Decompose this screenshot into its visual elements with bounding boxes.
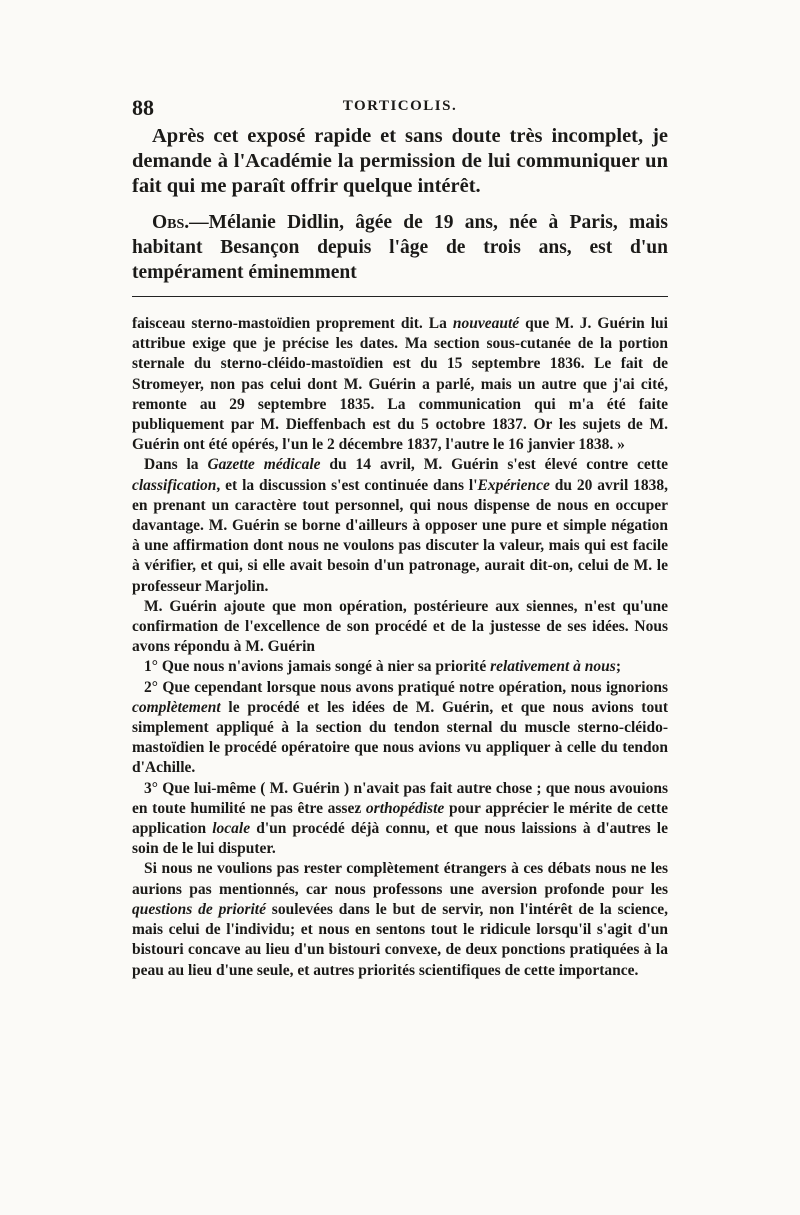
note-italic: questions de priorité (132, 900, 266, 918)
note-italic: classification (132, 476, 217, 494)
note-text: du 14 avril, M. Guérin s'est élevé contre cette (320, 456, 669, 474)
note-italic: relativement à nous (490, 658, 616, 676)
note-text: du 20 avril 1838, en prenant un caractère tout personnel, qui nous dispense de nous en occuper davantage. M. Guérin se borne d'ailleurs à opposer une pure et simple négation à une affirmation dont nous ne voulons pas discuter la valeur, mais qui est facile à vérifier, et qui, si elle avait besoin d'un patronage, aurait dit-on, celui de M. le professeur Marjolin. (132, 476, 669, 595)
obs-label: Obs. (152, 212, 190, 233)
note-text: pour apprécier le mérite de cette application (132, 799, 668, 838)
note-italic: Gazette médicale (207, 456, 321, 474)
note-text: , et la discussion s'est continuée dans l' (216, 476, 478, 494)
running-title: TORTICOLIS. (342, 98, 458, 114)
note-text: Dans la (144, 456, 208, 474)
note-text: M. Guérin ajoute que mon opération, postérieure aux siennes, n'est qu'une confirmation de l'excellence de son procédé et de la justesse de ses idées. Nous avons répondu à M. Guérin (132, 597, 668, 656)
observation-paragraph (132, 210, 668, 285)
main-text (132, 124, 668, 285)
note-text: ; (615, 658, 621, 676)
note-italic: orthopédiste (365, 799, 445, 817)
note-text: le procédé et les idées de M. Guérin, et que nous avions tout simplement appliqué à la section du tendon sternal du muscle sterno-cléido-mastoïdien le procédé opératoire que nous avions vu appliquer à celle du tendon d'Achille. (132, 698, 668, 777)
note-text: faisceau sterno-mastoïdien proprement dit. La (132, 315, 453, 332)
note-paragraph (132, 597, 668, 658)
note-paragraph (132, 678, 668, 779)
note-text: 2° Que cependant lorsque nous avons pratiqué notre opération, nous ignorions (144, 678, 668, 696)
footnote-rule (132, 296, 668, 297)
page-number: 88 (132, 95, 154, 120)
obs-text: —Mélanie Didlin, âgée de 19 ans, née à Paris, mais habitant Besançon depuis l'âge de trois ans, est d'un tempérament éminemment (132, 212, 668, 283)
page-header (132, 95, 668, 119)
note-italic: locale (212, 820, 251, 838)
note-text: 3° Que lui-même ( M. Guérin ) n'avait pas fait autre chose ; que nous avouions en toute humilité ne pas être assez (132, 779, 668, 817)
note-text: soulevées dans le but de servir, non l'intérêt de la science, mais celui de l'individu; et nous en sentons tout le ridicule lorsqu'il s'agit d'un bistouri concave au lieu d'un bistouri convexe, de deux ponctions pratiquées à la peau au lieu d'une seule, et autres priorités scientifiques de cette importance. (132, 900, 668, 979)
note-text: 1° Que nous n'avions jamais songé à nier sa priorité (144, 658, 491, 676)
note-text: que M. J. Guérin lui attribue exige que je précise les dates. Ma section sous-cutanée de la portion sternale du sterno-cléido-mastoïdien est du 15 septembre 1836. Le fait de Stromeyer, non pas celui dont M. Guérin a parlé, mais un autre que j'ai cité, remonte au 29 septembre 1835. La communication qui m'a été faite publiquement par M. Dieffenbach est du 5 octobre 1837. Or les sujets de M. Guérin ont été opérés, l'un le 2 décembre 1837, l'autre le 16 janvier 1838. » (132, 315, 668, 454)
note-paragraph (132, 455, 668, 596)
intro-paragraph: Après cet exposé rapide et sans doute très incomplet, je demande à l'Académie la permission de lui communiquer un fait qui me paraît offrir quelque intérêt. (132, 125, 668, 197)
note-italic: nouveauté (452, 315, 520, 332)
note-paragraph (132, 859, 668, 980)
note-text: Si nous ne voulions pas rester complètement étrangers à ces débats nous ne les aurions pas mentionnés, car nous professons une aversion profonde pour les (132, 860, 668, 898)
note-italic: complètement (132, 698, 221, 716)
note-text: d'un procédé déjà connu, et que nous laissions à d'autres le soin de le lui disputer. (132, 820, 668, 858)
note-paragraph (132, 314, 668, 455)
note-paragraph (132, 657, 668, 677)
footnote-block (132, 314, 668, 981)
note-italic: Expérience (477, 476, 550, 494)
note-paragraph (132, 779, 668, 860)
